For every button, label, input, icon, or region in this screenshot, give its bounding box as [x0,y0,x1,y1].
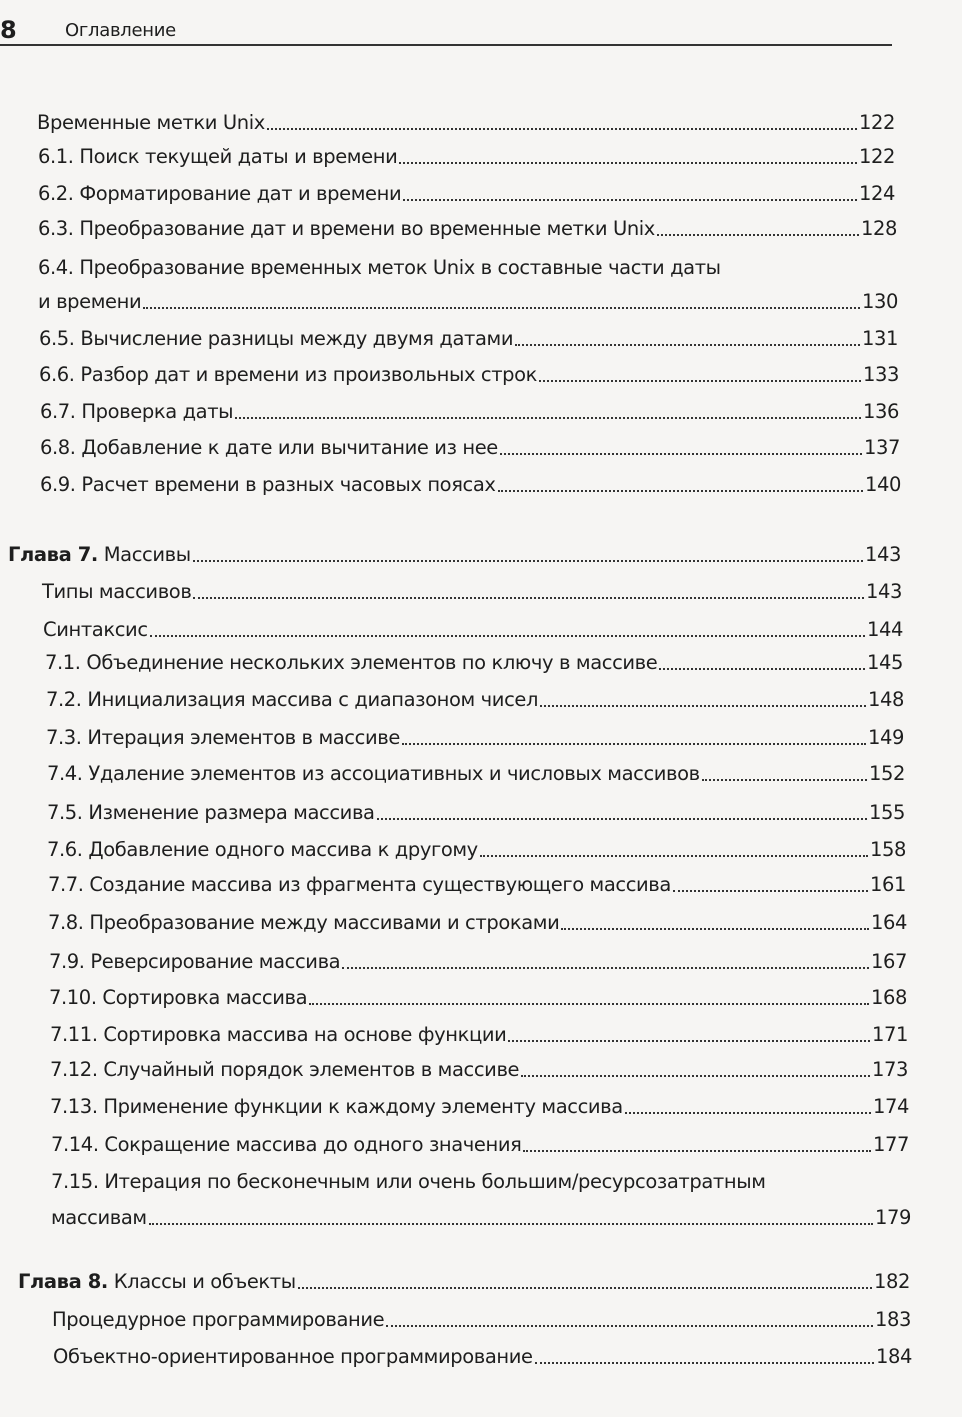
toc-page-number: 183 [874,1308,911,1331]
toc-entry-text: Типы массивов [42,580,192,603]
dot-leader [498,490,863,492]
toc-page-number: 136 [862,400,899,423]
toc-page-number: 122 [858,111,895,134]
toc-entry-title [40,400,233,424]
toc-page-number: 143 [864,543,901,566]
toc-entry-title [50,1023,506,1047]
toc-entry-first-line: 6.4. Преобразование временных меток Unix в составные части даты [38,256,721,279]
toc-entry [40,473,901,497]
toc-entry-title [51,1133,521,1157]
toc-entry-first-line: 7.15. Итерация по бесконечным или очень большим/ресурсозатратным [51,1170,766,1193]
toc-entry [53,1345,912,1369]
toc-page-number: 130 [861,290,898,313]
toc-entry-title [47,762,700,786]
toc-entry-title [49,950,340,974]
toc-entry-text: 6.6. Разбор дат и времени из произвольных строк [39,363,538,386]
toc-entry-text: Массивы [97,543,191,566]
dot-leader [480,855,868,857]
toc-page-number: 124 [858,182,895,205]
toc-entry-title [48,873,671,897]
dot-leader [193,560,863,562]
dot-leader [309,1003,869,1005]
toc-page-number: 140 [864,473,901,496]
toc-entry-title [45,651,657,675]
toc-page-number: 133 [862,363,899,386]
chapter-label: Глава 8. [18,1270,108,1293]
dot-leader [298,1287,872,1289]
dot-leader [657,234,859,236]
toc-entry [50,1023,908,1047]
toc-entry-text: 7.11. Сортировка массива на основе функции [50,1023,507,1046]
dot-leader [702,779,867,781]
toc-entry-text: 7.12. Случайный порядок элементов в массиве [50,1058,520,1081]
toc-entry [45,651,903,675]
toc-entry [51,1133,909,1157]
toc-page-number: 148 [867,688,904,711]
dot-leader [377,818,867,820]
header-rule [0,44,892,46]
toc-entry [46,688,904,712]
toc-entry-text: 7.4. Удаление элементов из ассоциативных и числовых массивов [47,762,700,785]
toc-entry-text: Классы и объекты [107,1270,296,1293]
dot-leader [659,668,865,670]
toc-entry [48,911,907,935]
toc-entry [39,327,898,351]
dot-leader [403,199,857,201]
running-header-title: Оглавление [65,20,176,41]
dot-leader [149,1223,873,1225]
toc-entry-text: Синтаксис [43,618,148,641]
toc-page-number: 164 [870,911,907,934]
toc-entry-text: 7.14. Сокращение массива до одного значения [51,1133,522,1156]
toc-entry-text: 6.3. Преобразование дат и времени во временные метки Unix [38,217,655,240]
toc-entry-text: 6.8. Добавление к дате или вычитание из нее [40,436,498,459]
dot-leader [539,380,861,382]
toc-entry-title [39,327,513,351]
toc-entry [50,1095,909,1119]
toc-entry-text: 6.5. Вычисление разницы между двумя датами [39,327,514,350]
toc-page-number: 168 [870,986,907,1009]
toc-page-number: 182 [873,1270,910,1293]
toc-page-number: 161 [869,873,906,896]
toc-entry-title [43,618,148,642]
toc-page-number: 144 [866,618,903,641]
toc-entry [42,580,902,604]
dot-leader [508,1040,870,1042]
toc-entry [47,801,905,825]
dot-leader [267,128,857,130]
toc-entry-text: 7.10. Сортировка массива [49,986,308,1009]
toc-entry-title [50,1058,519,1082]
toc-page-number: 174 [872,1095,909,1118]
dot-leader [235,417,861,419]
toc-entry [38,182,895,206]
toc-entry-title [42,580,191,604]
toc-entry-title [38,217,655,241]
toc-entry-title [38,182,401,206]
toc-entry [38,145,895,169]
toc-entry [46,726,904,750]
toc-entry-text: 7.2. Инициализация массива с диапазоном чисел [46,688,539,711]
toc-entry [43,618,903,642]
toc-entry-title [46,688,538,712]
toc-entry-title [53,1345,533,1369]
toc-entry [40,436,900,460]
dot-leader [535,1362,874,1364]
toc-entry [38,217,897,241]
toc-page-number: 171 [871,1023,908,1046]
toc-page-number: 167 [870,950,907,973]
dot-leader [521,1075,870,1077]
toc-page-number: 177 [872,1133,909,1156]
toc-entry-text: 6.2. Форматирование дат и времени [38,182,402,205]
dot-leader [342,967,869,969]
toc-entry [48,873,906,897]
toc-page-number: 155 [868,801,905,824]
dot-leader [143,307,860,309]
toc-entry [39,363,899,387]
toc-entry-text: 7.1. Объединение нескольких элементов по ключу в массиве [45,651,658,674]
toc-entry-title [47,801,375,825]
dot-leader [540,705,866,707]
toc-entry-text: Процедурное программирование [52,1308,385,1331]
toc-entry-text: 7.6. Добавление одного массива к другому [47,838,478,861]
toc-page-number: 137 [863,436,900,459]
toc-entry-text: Временные метки Unix [37,111,265,134]
toc-page-number: 152 [868,762,905,785]
toc-entry-title [39,363,537,387]
toc-page-number: 143 [865,580,902,603]
toc-entry [51,1206,911,1230]
toc-entry [18,1270,910,1294]
dot-leader [402,743,866,745]
toc-page-number: 122 [858,145,895,168]
dot-leader [673,890,868,892]
dot-leader [500,453,862,455]
toc-entry-text: и времени [38,290,142,313]
toc-entry-text: 7.5. Изменение размера массива [47,801,375,824]
toc-entry [38,290,898,314]
toc-page-number: 184 [875,1345,912,1368]
toc-page-number: 158 [869,838,906,861]
toc-entry [49,950,907,974]
toc-entry-title [47,838,478,862]
toc-entry-text: 6.7. Проверка даты [40,400,234,423]
toc-entry [47,762,905,786]
toc-page-number: 173 [871,1058,908,1081]
toc-entry-title [40,473,496,497]
dot-leader [386,1325,873,1327]
dot-leader [399,162,857,164]
toc-entry-title [18,1270,296,1294]
toc-entry [52,1308,911,1332]
toc-entry [50,1058,908,1082]
toc-entry-text: 6.9. Расчет времени в разных часовых поясах [40,473,496,496]
dot-leader [150,635,865,637]
toc-entry-title [38,145,397,169]
toc-entry-text: 7.13. Применение функции к каждому элементу массива [50,1095,623,1118]
toc-entry-title [48,911,559,935]
toc-entry-text: Объектно-ориентированное программирование [53,1345,533,1368]
toc-page-number: 131 [861,327,898,350]
toc-entry [37,111,895,135]
chapter-label: Глава 7. [8,543,98,566]
toc-entry-text: 6.1. Поиск текущей даты и времени [38,145,398,168]
dot-leader [515,344,860,346]
toc-page-number: 179 [874,1206,911,1229]
toc-page-number: 149 [867,726,904,749]
toc-entry-title [46,726,400,750]
toc-page-number: 145 [866,651,903,674]
dot-leader [561,928,869,930]
toc-entry-text: массивам [51,1206,147,1229]
toc-entry-text: 7.8. Преобразование между массивами и строками [48,911,560,934]
dot-leader [193,597,864,599]
dot-leader [625,1112,871,1114]
page-number: 8 [0,16,17,44]
toc-entry-title [40,436,498,460]
toc-entry-title [37,111,265,135]
toc-entry-title [8,543,191,567]
toc-entry-title [38,290,141,314]
dot-leader [523,1150,870,1152]
toc-entry-title [52,1308,384,1332]
toc-entry-title [50,1095,623,1119]
toc-entry-title [51,1206,147,1230]
toc-entry [47,838,906,862]
toc-entry-title [49,986,307,1010]
toc-entry [40,400,899,424]
toc-page-number: 128 [860,217,897,240]
toc-entry [49,986,907,1010]
toc-entry [8,543,901,567]
toc-entry-text: 7.9. Реверсирование массива [49,950,341,973]
toc-entry-text: 7.7. Создание массива из фрагмента существующего массива [48,873,671,896]
toc-entry-text: 7.3. Итерация элементов в массиве [46,726,400,749]
